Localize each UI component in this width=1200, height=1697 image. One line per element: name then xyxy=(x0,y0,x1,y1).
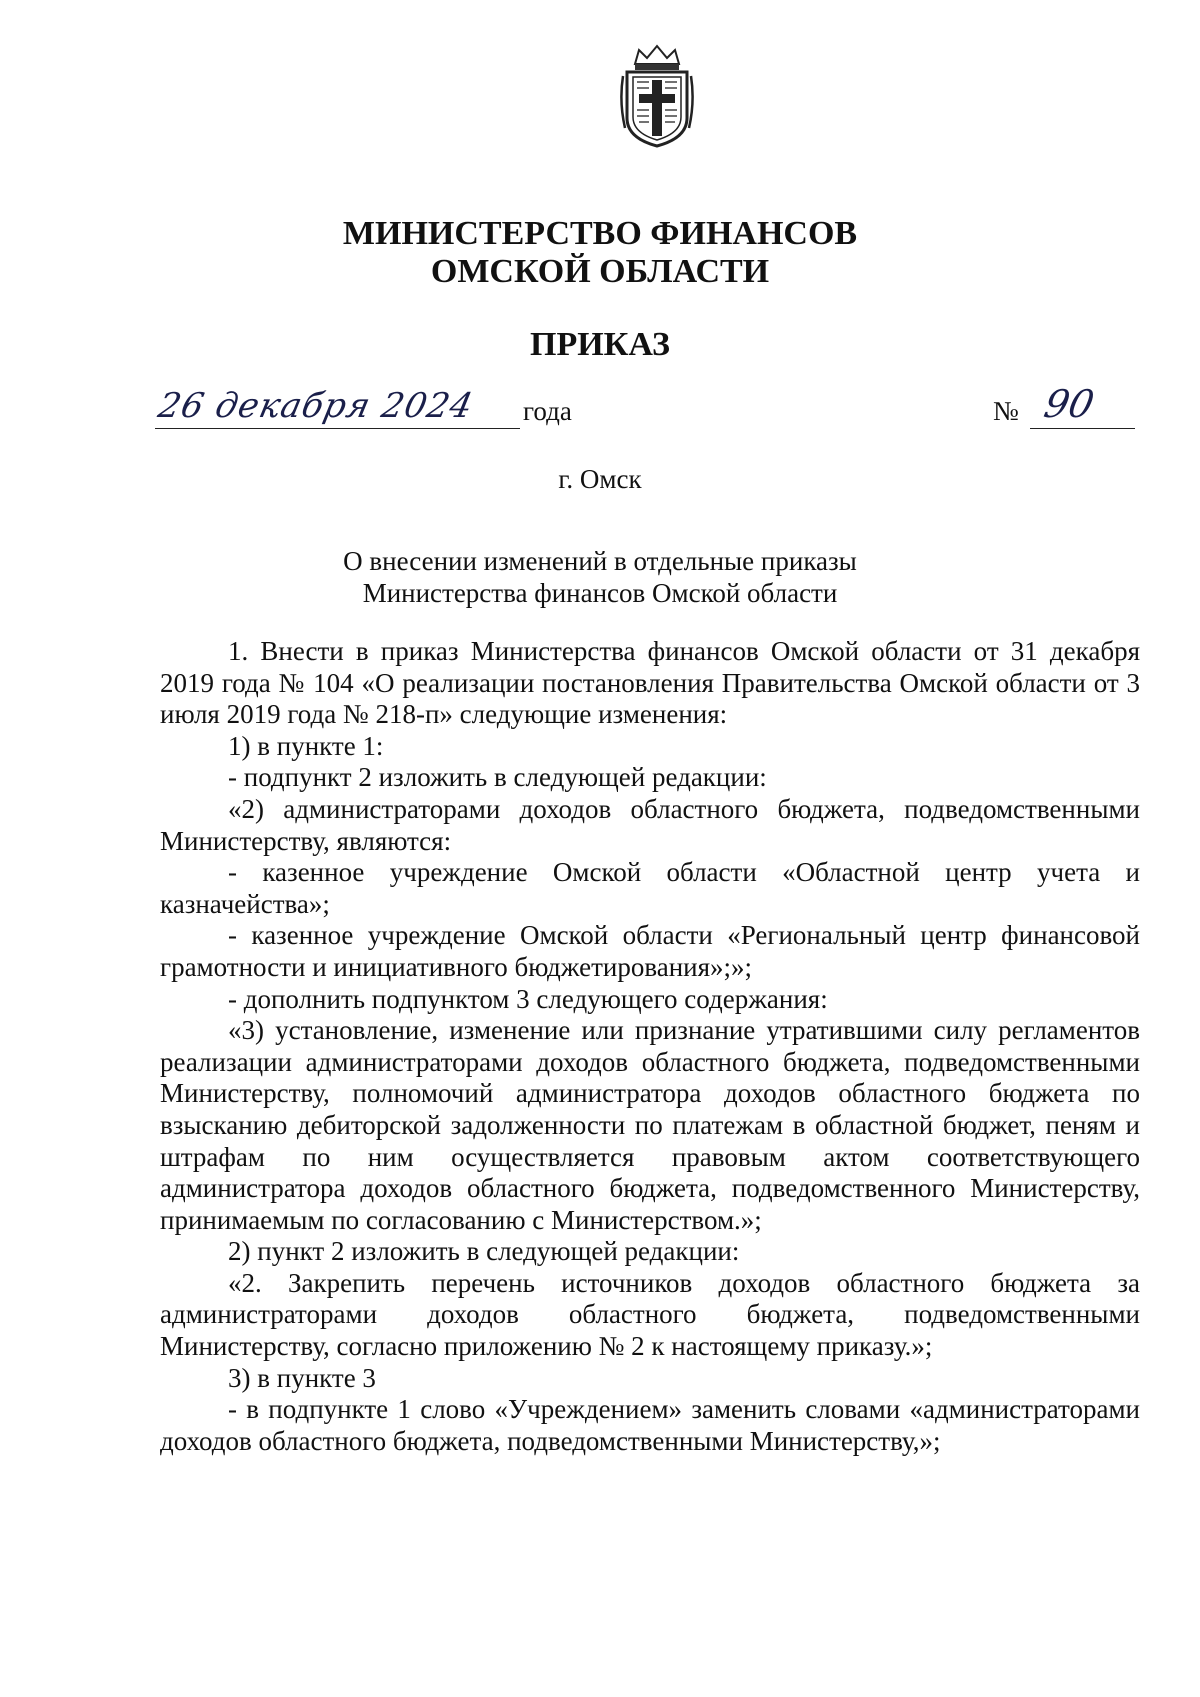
body-paragraph: - казенное учреждение Омской области «Региональный центр финансовой грамотности и инициативного бюджетирования»;»; xyxy=(160,920,1140,982)
date-underline xyxy=(155,428,520,429)
date-suffix: года xyxy=(523,396,572,426)
body-paragraph: 2) пункт 2 изложить в следующей редакции: xyxy=(228,1236,740,1267)
handwritten-date: 26 декабря 2024 xyxy=(154,386,477,426)
document-body xyxy=(160,636,1140,1457)
body-paragraph: - казенное учреждение Омской области «Областной центр учета и казначейства»; xyxy=(160,857,1140,919)
body-paragraph: 3) в пункте 3 xyxy=(228,1362,376,1393)
number-label: № xyxy=(993,396,1019,426)
ministry-name-line2: ОМСКОЙ ОБЛАСТИ xyxy=(430,253,770,290)
subject-line1: О внесении изменений в отдельные приказы xyxy=(343,546,857,576)
body-paragraph: - в подпункте 1 слово «Учреждением» заменить словами «администраторами доходов областного бюджета, подведомственными Министерству,»; xyxy=(160,1394,1140,1456)
body-paragraph: - подпункт 2 изложить в следующей редакции: xyxy=(228,762,767,793)
date-number-line xyxy=(154,382,1135,438)
city: г. Омск xyxy=(558,464,642,494)
handwritten-number: 90 xyxy=(1040,382,1099,426)
body-paragraph: «3) установление, изменение или признание утратившими силу регламентов реализации администраторами доходов областного бюджета, подведомственными Министерству, полномочий администратора доходов областного бюджета по взысканию дебиторской задолженности по платежам в областной бюджет, пеням и штрафам по ним осуществляется правовым актом соответствующего администратора доходов областного бюджета, подведомственного Министерству, принимаемым по согласованию с Министерством.»; xyxy=(160,1015,1140,1235)
body-paragraph: «2) администраторами доходов областного бюджета, подведомственными Министерству, являются: xyxy=(160,793,1140,856)
body-paragraph: 1. Внести в приказ Министерства финансов Омской области от 31 декабря 2019 года № 104 «О реализации постановления Правительства Омской области от 3 июля 2019 года № 218-п» следующие изменения: xyxy=(160,636,1140,730)
ministry-name-line1: МИНИСТЕРСТВО ФИНАНСОВ xyxy=(342,215,858,252)
body-paragraph: - дополнить подпунктом 3 следующего содержания: xyxy=(228,983,828,1014)
coat-of-arms-icon xyxy=(617,42,697,150)
document-type: ПРИКАЗ xyxy=(530,326,670,363)
number-underline xyxy=(1030,428,1135,429)
body-paragraph: «2. Закрепить перечень источников доходов областного бюджета за администраторами доходов областного бюджета, подведомственными Министерству, согласно приложению № 2 к настоящему приказу.»; xyxy=(160,1267,1140,1362)
subject-line2: Министерства финансов Омской области xyxy=(362,578,838,608)
body-paragraph: 1) в пункте 1: xyxy=(228,730,384,761)
document-subject xyxy=(0,545,1200,609)
